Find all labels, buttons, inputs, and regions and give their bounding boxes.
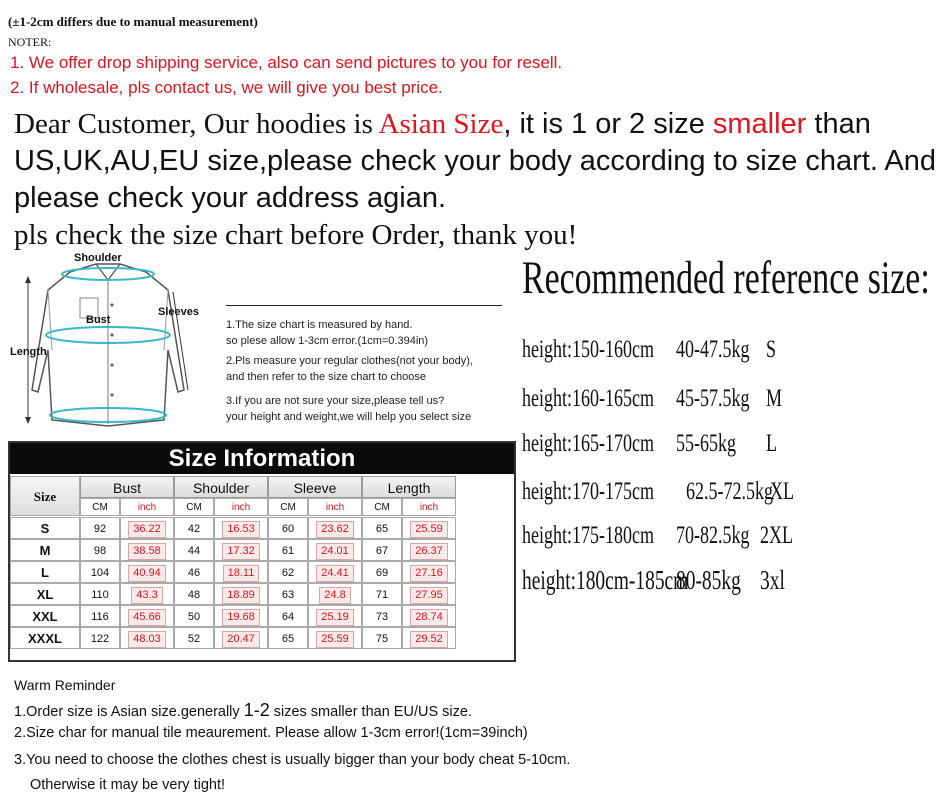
inch-value-cell-value: 45.66 (128, 609, 166, 626)
inch-value-cell-value: 25.59 (410, 521, 448, 538)
inch-value-cell (402, 517, 456, 539)
inch-subheader: inch (402, 498, 456, 516)
inch-value-cell (120, 627, 174, 649)
inch-value-cell-value: 27.95 (410, 587, 448, 604)
cm-subheader: CM (362, 498, 402, 516)
size-column-header: Size (10, 476, 80, 516)
cm-value-cell: 48 (174, 583, 214, 605)
cm-value-cell: 44 (174, 539, 214, 561)
cm-value-cell: 92 (80, 517, 120, 539)
customer-notice-line-4: pls check the size chart before Order, thank you! (14, 219, 578, 251)
size-row-label: XXL (10, 605, 80, 627)
cm-value-cell: 73 (362, 605, 402, 627)
shirt-measurement-diagram (8, 250, 208, 440)
reminder-line-1 (14, 700, 472, 722)
cm-value-cell: 52 (174, 627, 214, 649)
cm-value-cell: 64 (268, 605, 308, 627)
inch-subheader: inch (120, 498, 174, 516)
cm-value-cell: 63 (268, 583, 308, 605)
inch-value-cell (402, 583, 456, 605)
column-group-length: Length (362, 476, 456, 498)
note-2-line-2: and then refer to the size chart to choose (226, 371, 426, 383)
note-3-line-1: 3.If you are not sure your size,please tell us? (226, 395, 445, 407)
inch-subheader: inch (214, 498, 268, 516)
inch-value-cell (120, 539, 174, 561)
inch-value-cell-value: 18.11 (223, 565, 260, 582)
inch-value-cell-value: 38.58 (128, 543, 166, 560)
reminder-line-1-range: 1-2 (243, 700, 270, 720)
cm-subheader: CM (268, 498, 308, 516)
inch-value-cell-value: 48.03 (128, 631, 166, 648)
inch-value-cell (214, 605, 268, 627)
cm-subheader: CM (80, 498, 120, 516)
sleeves-label: Sleeves (158, 306, 199, 318)
length-label: Length (10, 346, 47, 358)
recommended-height: height:150-160cm (522, 336, 654, 363)
notes-divider (226, 305, 502, 306)
inch-value-cell (308, 605, 362, 627)
shoulder-label: Shoulder (74, 252, 122, 264)
inch-value-cell-value: 36.22 (128, 521, 166, 538)
recommended-size: 2XL (760, 522, 793, 549)
notice-part-2: , it is 1 or 2 size (503, 108, 713, 140)
reminder-line-3: 3.You need to choose the clothes chest is usually bigger than your body cheat 5-10cm. (14, 752, 571, 768)
inch-value-cell-value: 25.59 (316, 631, 354, 648)
smaller-highlight: smaller (712, 108, 807, 140)
inch-value-cell (308, 539, 362, 561)
cm-value-cell: 122 (80, 627, 120, 649)
size-table-title: Size Information (10, 443, 514, 474)
inch-value-cell-value: 23.62 (316, 521, 354, 538)
recommended-size: XL (770, 478, 794, 505)
recommended-height: height:165-170cm (522, 430, 654, 457)
recommended-weight: 70-82.5kg (676, 522, 750, 549)
inch-value-cell (120, 605, 174, 627)
cm-value-cell: 69 (362, 561, 402, 583)
reminder-line-4: Otherwise it may be very tight! (30, 777, 226, 793)
inch-value-cell (308, 627, 362, 649)
drop-shipping-note: 1. We offer drop shipping service, also can send pictures to you for resell. (10, 53, 563, 72)
cm-value-cell: 104 (80, 561, 120, 583)
inch-value-cell-value: 19.68 (222, 609, 260, 626)
measurement-note: (±1-2cm differs due to manual measurement) (8, 14, 258, 29)
noter-label: NOTER: (8, 35, 52, 49)
inch-value-cell (214, 561, 268, 583)
cm-value-cell: 65 (362, 517, 402, 539)
recommended-weight: 62.5-72.5kg (686, 478, 773, 505)
column-group-shoulder: Shoulder (174, 476, 268, 498)
cm-value-cell: 60 (268, 517, 308, 539)
notice-part-1: Dear Customer, Our hoodies is (14, 108, 379, 140)
inch-value-cell-value: 18.89 (222, 587, 260, 604)
shirt-illustration (8, 250, 208, 440)
inch-value-cell-value: 25.19 (316, 609, 354, 626)
recommended-height: height:160-165cm (522, 385, 654, 412)
inch-value-cell-value: 28.74 (410, 609, 448, 626)
recommended-weight: 55-65kg (676, 430, 736, 457)
bust-label: Bust (86, 314, 111, 326)
cm-subheader: CM (174, 498, 214, 516)
size-row-label: M (10, 539, 80, 561)
cm-value-cell: 61 (268, 539, 308, 561)
inch-value-cell-value: 17.32 (222, 543, 260, 560)
inch-value-cell (120, 583, 174, 605)
reminder-line-1-part-a: 1.Order size is Asian size.generally (14, 704, 244, 720)
inch-value-cell (402, 627, 456, 649)
warm-reminder-title: Warm Reminder (14, 677, 116, 693)
size-row-label: S (10, 517, 80, 539)
wholesale-note: 2. If wholesale, pls contact us, we will give you best price. (10, 78, 443, 97)
recommended-size: S (766, 336, 777, 363)
inch-value-cell (308, 517, 362, 539)
inch-value-cell-value: 26.37 (410, 543, 448, 560)
inch-value-cell (402, 539, 456, 561)
inch-value-cell (214, 583, 268, 605)
inch-value-cell-value: 20.47 (222, 631, 260, 648)
recommended-height: height:175-180cm (522, 522, 654, 549)
cm-value-cell: 116 (80, 605, 120, 627)
inch-value-cell-value: 24.01 (316, 543, 354, 560)
inch-value-cell-value: 40.94 (128, 565, 166, 582)
inch-subheader: inch (308, 498, 362, 516)
cm-value-cell: 110 (80, 583, 120, 605)
reminder-line-2: 2.Size char for manual tile meaurement. Please allow 1-3cm error!(1cm=39inch) (14, 725, 528, 741)
cm-value-cell: 50 (174, 605, 214, 627)
size-row-label: XXXL (10, 627, 80, 649)
inch-value-cell (308, 561, 362, 583)
size-row-label: L (10, 561, 80, 583)
column-group-sleeve: Sleeve (268, 476, 362, 498)
inch-value-cell (402, 561, 456, 583)
inch-value-cell (120, 517, 174, 539)
inch-value-cell (214, 539, 268, 561)
inch-value-cell (214, 517, 268, 539)
customer-notice-line-3: please check your address agian. (14, 182, 447, 214)
inch-value-cell (214, 627, 268, 649)
recommended-height: height:170-175cm (522, 478, 654, 505)
cm-value-cell: 62 (268, 561, 308, 583)
note-1-line-2: so plese allow 1-3cm error.(1cm=0.394in) (226, 335, 429, 347)
note-2-line-1: 2.Pls measure your regular clothes(not your body), (226, 355, 474, 367)
cm-value-cell: 46 (174, 561, 214, 583)
inch-value-cell-value: 24.41 (316, 565, 354, 582)
cm-value-cell: 65 (268, 627, 308, 649)
note-1-line-1: 1.The size chart is measured by hand. (226, 319, 413, 331)
size-information-table (8, 441, 516, 662)
recommended-weight: 80-85kg (676, 565, 741, 595)
cm-value-cell: 42 (174, 517, 214, 539)
inch-value-cell-value: 29.52 (410, 631, 448, 648)
asian-size-highlight: Asian Size (378, 108, 504, 140)
column-group-bust: Bust (80, 476, 174, 498)
recommended-weight: 45-57.5kg (676, 385, 750, 412)
recommended-size: M (766, 385, 783, 412)
recommended-size: L (766, 430, 778, 457)
reminder-line-1-part-c: sizes smaller than EU/US size. (269, 704, 472, 720)
inch-value-cell-value: 27.16 (410, 565, 448, 582)
cm-value-cell: 71 (362, 583, 402, 605)
inch-value-cell (402, 605, 456, 627)
inch-value-cell (308, 583, 362, 605)
notice-part-3: than (806, 108, 871, 140)
recommended-size: 3xl (760, 565, 785, 595)
cm-value-cell: 67 (362, 539, 402, 561)
size-row-label: XL (10, 583, 80, 605)
cm-value-cell: 98 (80, 539, 120, 561)
recommended-weight: 40-47.5kg (676, 336, 750, 363)
recommended-size-title: Recommended reference size: (522, 252, 930, 304)
inch-value-cell (120, 561, 174, 583)
inch-value-cell-value: 43.3 (131, 587, 162, 604)
cm-value-cell: 75 (362, 627, 402, 649)
customer-notice-line-2: US,UK,AU,EU size,please check your body according to size chart. And (14, 145, 936, 177)
inch-value-cell-value: 24.8 (319, 587, 350, 604)
note-3-line-2: your height and weight,we will help you select size (226, 411, 472, 423)
recommended-height: height:180cm-185cm (522, 565, 689, 595)
customer-notice-line-1 (14, 106, 871, 142)
inch-value-cell-value: 16.53 (222, 521, 260, 538)
